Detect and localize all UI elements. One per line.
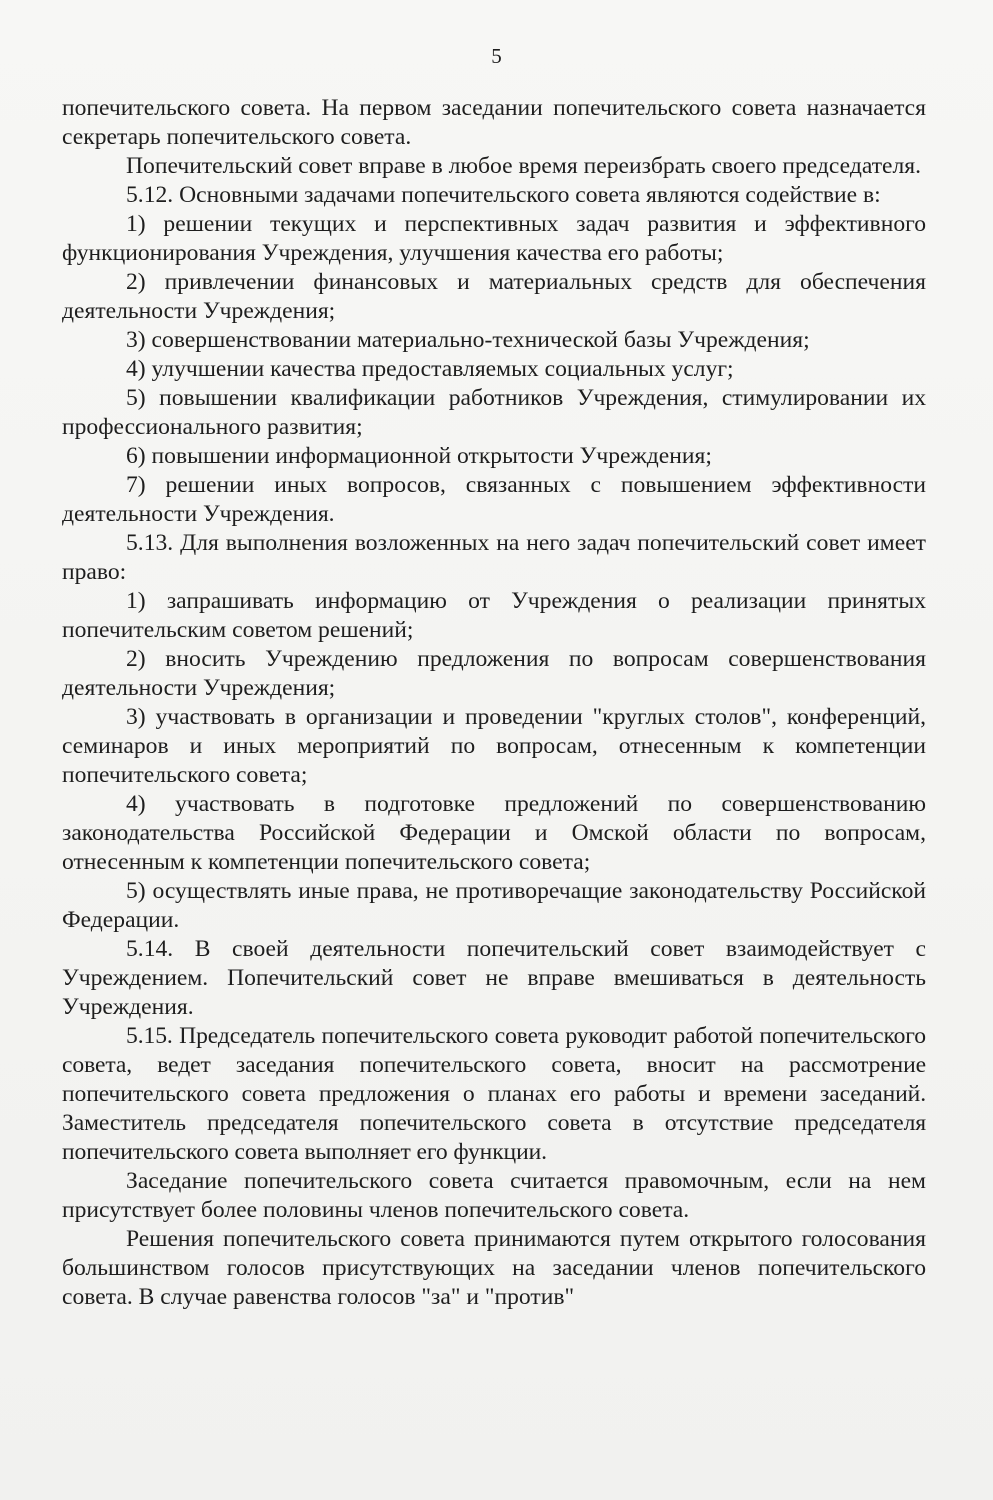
page-number: 5 [491, 44, 502, 68]
list-item-5-12-5: 5) повышении квалификации работников Учреждения, стимулировании их профессионального развития; [62, 385, 926, 440]
list-item-5-13-1: 1) запрашивать информацию от Учреждения о реализации принятых попечительским советом решений; [62, 588, 926, 643]
paragraph-chairman-reelection: Попечительский совет вправе в любое время переизбрать своего председателя. [126, 153, 922, 179]
paragraph-5-15: 5.15. Председатель попечительского совета руководит работой попечительского совета, ведет заседания попечительского совета, вносит на рассмотрение попечительского совета предложения о планах его работы и времени заседаний. Заместитель председателя попечительского совета в отсутствие председателя попечительского совета выполняет его функции. [62, 1023, 926, 1165]
paragraph-continuation: попечительского совета. На первом заседании попечительского совета назначается секретарь попечительского совета. [62, 95, 926, 150]
list-item-5-12-7: 7) решении иных вопросов, связанных с повышением эффективности деятельности Учреждения. [62, 472, 926, 527]
document-body [62, 94, 926, 1312]
list-item-5-13-5: 5) осуществлять иные права, не противоречащие законодательству Российской Федерации. [62, 878, 926, 933]
list-item-5-12-2: 2) привлечении финансовых и материальных средств для обеспечения деятельности Учреждения; [62, 269, 926, 324]
list-item-5-12-1: 1) решении текущих и перспективных задач развития и эффективного функционирования Учреждения, улучшения качества его работы; [62, 211, 926, 266]
paragraph-5-12: 5.12. Основными задачами попечительского совета являются содействие в: [126, 182, 881, 208]
paragraph-5-14: 5.14. В своей деятельности попечительский совет взаимодействует с Учреждением. Попечительский совет не вправе вмешиваться в деятельность Учреждения. [62, 936, 926, 1020]
paragraph-quorum: Заседание попечительского совета считается правомочным, если на нем присутствует более половины членов попечительского совета. [62, 1168, 926, 1223]
list-item-5-12-3: 3) совершенствовании материально-технической базы Учреждения; [126, 327, 810, 353]
list-item-5-13-2: 2) вносить Учреждению предложения по вопросам совершенствования деятельности Учреждения; [62, 646, 926, 701]
paragraph-decisions: Решения попечительского совета принимаются путем открытого голосования большинством голосов присутствующих на заседании членов попечительского совета. В случае равенства голосов "за" и "против" [62, 1226, 926, 1310]
list-item-5-12-6: 6) повышении информационной открытости Учреждения; [126, 443, 712, 469]
list-item-5-12-4: 4) улучшении качества предоставляемых социальных услуг; [126, 356, 734, 382]
paragraph-5-13: 5.13. Для выполнения возложенных на него задач попечительский совет имеет право: [62, 530, 926, 585]
list-item-5-13-4: 4) участвовать в подготовке предложений по совершенствованию законодательства Российской Федерации и Омской области по вопросам, отнесенным к компетенции попечительского совета; [62, 791, 926, 875]
list-item-5-13-3: 3) участвовать в организации и проведении "круглых столов", конференций, семинаров и иных мероприятий по вопросам, отнесенным к компетенции попечительского совета; [62, 704, 926, 788]
